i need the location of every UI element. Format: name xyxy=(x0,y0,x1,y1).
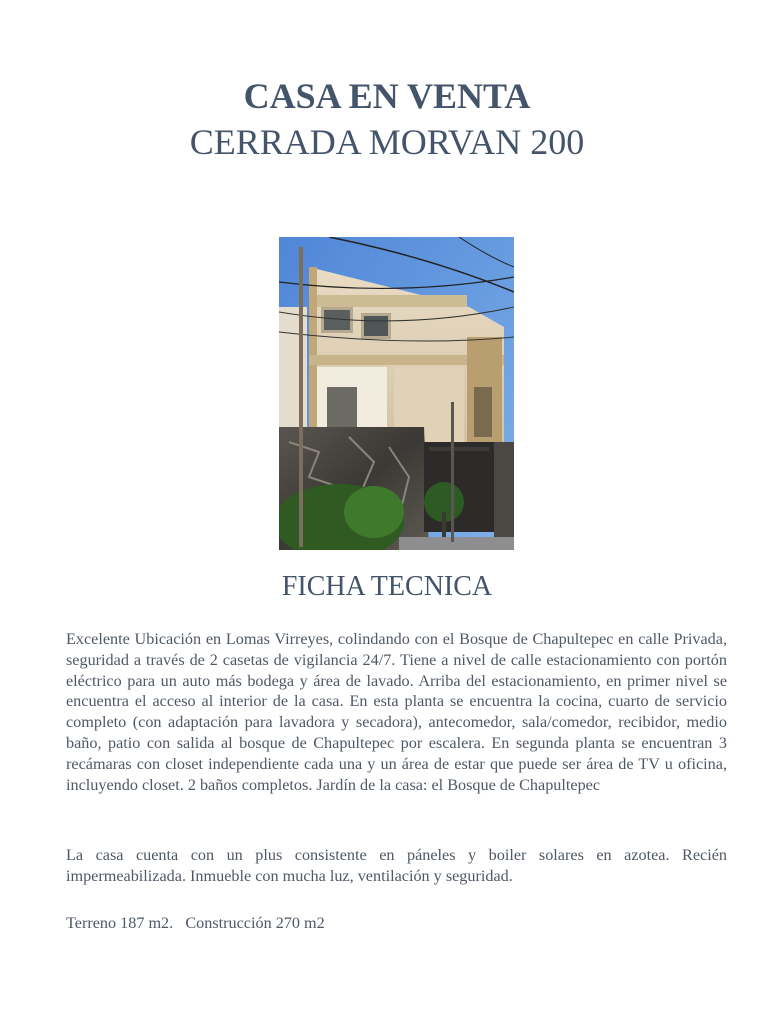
page-title: CASA EN VENTA xyxy=(243,76,531,116)
house-photo-icon xyxy=(279,237,514,550)
page-subtitle: CERRADA MORVAN 200 xyxy=(189,122,585,162)
areas-paragraph: Terreno 187 m2. Construcción 270 m2 xyxy=(66,914,325,932)
description-paragraph: Excelente Ubicación en Lomas Virreyes, colindando con el Bosque de Chapultepec en calle Privada, seguridad a través de 2 casetas de vigilancia 24/7. Tiene a nivel de calle estacionamiento con portón eléctrico para un auto más bodega y área de lavado. Arriba del estacionamiento, en primer nivel se encuentra el acceso al interior de la casa. En esta planta se encuentra la cocina, cuarto de servicio completo (con adaptación para lavadora y secadora), antecomedor, sala/comedor, recibidor, medio baño, patio con salida al bosque de Chapultepec por escalera. En segunda planta se encuentran 3 recámaras con closet independiente cada una y un área de estar que puede ser área de TV u oficina, incluyendo closet. 2 baños completos. Jardín de la casa: el Bosque de Chapultepec xyxy=(66,630,727,794)
extras-paragraph: La casa cuenta con un plus consistente en páneles y boiler solares en azotea. Recién impermeabilizada. Inmueble con mucha luz, ventilación y seguridad. xyxy=(66,846,727,885)
section-title: FICHA TECNICA xyxy=(281,571,493,602)
